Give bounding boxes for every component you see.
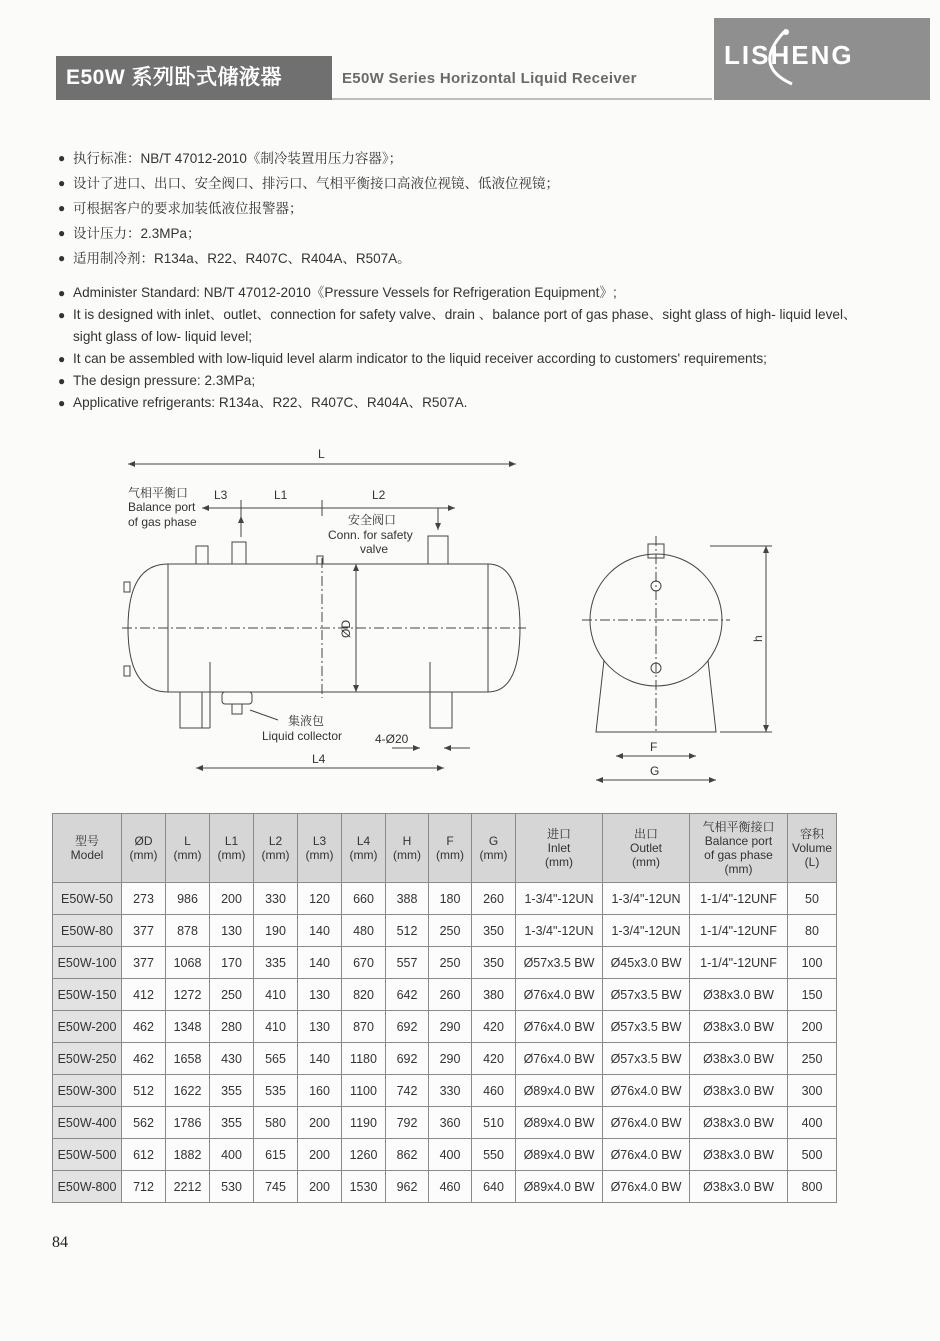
table-header-cell: L2 (mm): [254, 814, 298, 883]
table-cell: 565: [254, 1043, 298, 1075]
table-cell: Ø89x4.0 BW: [516, 1171, 603, 1203]
table-header-cell: L3 (mm): [298, 814, 342, 883]
table-cell: 986: [166, 883, 210, 915]
table-cell: 1068: [166, 947, 210, 979]
list-item: ● The design pressure: 2.3MPa;: [58, 370, 858, 392]
table-cell: 1100: [342, 1075, 386, 1107]
safety-valve-label-en1: Conn. for safety: [328, 528, 413, 542]
logo-wordmark: LISHENG: [724, 40, 854, 70]
table-cell: 250: [429, 947, 472, 979]
table-cell: Ø76x4.0 BW: [603, 1139, 690, 1171]
table-cell: 745: [254, 1171, 298, 1203]
model-cell: E50W-250: [53, 1043, 122, 1075]
balance-port-label-en2: of gas phase: [128, 515, 197, 529]
table-cell: Ø89x4.0 BW: [516, 1139, 603, 1171]
safety-valve-label-cn: 安全阀口: [348, 513, 397, 527]
table-cell: 120: [298, 883, 342, 915]
bullet-icon: ●: [58, 396, 66, 410]
table-row: [53, 1107, 837, 1139]
table-cell: Ø76x4.0 BW: [516, 1043, 603, 1075]
table-cell: 80: [788, 915, 837, 947]
table-cell: 692: [386, 1011, 429, 1043]
table-cell: 200: [788, 1011, 837, 1043]
table-cell: Ø76x4.0 BW: [603, 1171, 690, 1203]
table-cell: Ø57x3.5 BW: [603, 1011, 690, 1043]
table-cell: 355: [210, 1075, 254, 1107]
table-cell: 500: [788, 1139, 837, 1171]
dim-g-label: G: [650, 764, 660, 778]
table-cell: 200: [298, 1107, 342, 1139]
table-header-row: [53, 814, 837, 883]
table-cell: 140: [298, 947, 342, 979]
table-cell: 1-3/4"-12UN: [516, 883, 603, 915]
holes-label: 4-Ø20: [375, 732, 409, 746]
bullet-icon: ●: [58, 286, 66, 300]
model-cell: E50W-150: [53, 979, 122, 1011]
balance-port-label-cn: 气相平衡口: [128, 486, 189, 500]
table-cell: 1530: [342, 1171, 386, 1203]
table-header-cell: 进口 Inlet (mm): [516, 814, 603, 883]
table-cell: 50: [788, 883, 837, 915]
table-cell: 535: [254, 1075, 298, 1107]
liquid-collector-label-en: Liquid collector: [262, 729, 343, 743]
table-cell: 800: [788, 1171, 837, 1203]
table-cell: 380: [472, 979, 516, 1011]
dim-l3-label: L3: [214, 488, 228, 502]
page-number: 84: [52, 1234, 68, 1251]
table-row: [53, 883, 837, 915]
table-cell: 660: [342, 883, 386, 915]
table-cell: 878: [166, 915, 210, 947]
table-cell: 150: [788, 979, 837, 1011]
table-cell: 562: [122, 1107, 166, 1139]
features-en-list: [58, 282, 858, 414]
table-row: [53, 1075, 837, 1107]
list-item: ● 可根据客户的要求加装低液位报警器；: [58, 196, 559, 221]
table-cell: 377: [122, 915, 166, 947]
model-cell: E50W-50: [53, 883, 122, 915]
table-cell: 350: [472, 947, 516, 979]
table-header-cell: 容积 Volume (L): [788, 814, 837, 883]
list-item: ● Applicative refrigerants: R134a、R22、R407C、R404A、R507A.: [58, 392, 858, 414]
table-cell: Ø76x4.0 BW: [516, 979, 603, 1011]
table-cell: 1-3/4"-12UN: [603, 915, 690, 947]
table-header-cell: H (mm): [386, 814, 429, 883]
table-row: [53, 1043, 837, 1075]
dim-h-label: h: [751, 635, 765, 642]
table-cell: 1-3/4"-12UN: [603, 883, 690, 915]
table-row: [53, 947, 837, 979]
table-cell: Ø89x4.0 BW: [516, 1075, 603, 1107]
table-cell: 820: [342, 979, 386, 1011]
bullet-icon: ●: [58, 151, 66, 165]
table-header-cell: L4 (mm): [342, 814, 386, 883]
table-cell: 1622: [166, 1075, 210, 1107]
table-cell: 250: [210, 979, 254, 1011]
model-cell: E50W-300: [53, 1075, 122, 1107]
brand-logo: [714, 18, 930, 100]
table-cell: 862: [386, 1139, 429, 1171]
table-cell: 335: [254, 947, 298, 979]
table-cell: 462: [122, 1011, 166, 1043]
model-cell: E50W-400: [53, 1107, 122, 1139]
table-cell: 712: [122, 1171, 166, 1203]
dim-f-label: F: [650, 740, 658, 754]
table-cell: 355: [210, 1107, 254, 1139]
table-cell: 400: [788, 1107, 837, 1139]
header-rule: [332, 98, 712, 100]
table-cell: Ø38x3.0 BW: [690, 1139, 788, 1171]
table-cell: 180: [429, 883, 472, 915]
table-cell: 330: [429, 1075, 472, 1107]
bullet-icon: ●: [58, 352, 66, 366]
table-cell: 1348: [166, 1011, 210, 1043]
table-cell: Ø38x3.0 BW: [690, 1011, 788, 1043]
table-cell: 400: [429, 1139, 472, 1171]
bullet-icon: ●: [58, 226, 66, 240]
table-cell: 130: [298, 979, 342, 1011]
table-cell: 612: [122, 1139, 166, 1171]
table-cell: 460: [472, 1075, 516, 1107]
table-cell: Ø38x3.0 BW: [690, 979, 788, 1011]
table-cell: Ø76x4.0 BW: [516, 1011, 603, 1043]
table-cell: 200: [298, 1139, 342, 1171]
bullet-icon: ●: [58, 201, 66, 215]
table-cell: 512: [122, 1075, 166, 1107]
table-cell: 410: [254, 979, 298, 1011]
table-cell: Ø45x3.0 BW: [603, 947, 690, 979]
table-header-cell: 型号 Model: [53, 814, 122, 883]
table-cell: 557: [386, 947, 429, 979]
table-cell: 200: [298, 1171, 342, 1203]
table-cell: 140: [298, 1043, 342, 1075]
table-header-cell: G (mm): [472, 814, 516, 883]
model-cell: E50W-80: [53, 915, 122, 947]
table-cell: 412: [122, 979, 166, 1011]
page-subtitle: E50W Series Horizontal Liquid Receiver: [342, 70, 637, 87]
table-cell: 2212: [166, 1171, 210, 1203]
table-cell: 410: [254, 1011, 298, 1043]
dim-l1-label: L1: [274, 488, 288, 502]
dim-l4-label: L4: [312, 752, 326, 766]
table-cell: 273: [122, 883, 166, 915]
page-title: E50W 系列卧式储液器: [56, 56, 332, 100]
table-cell: 510: [472, 1107, 516, 1139]
table-cell: 1180: [342, 1043, 386, 1075]
model-cell: E50W-800: [53, 1171, 122, 1203]
table-cell: 1882: [166, 1139, 210, 1171]
table-cell: 550: [472, 1139, 516, 1171]
table-cell: 420: [472, 1043, 516, 1075]
table-cell: 100: [788, 947, 837, 979]
safety-valve-label-en2: valve: [360, 542, 389, 556]
model-cell: E50W-100: [53, 947, 122, 979]
table-cell: 400: [210, 1139, 254, 1171]
table-cell: 1-3/4"-12UN: [516, 915, 603, 947]
table-cell: Ø89x4.0 BW: [516, 1107, 603, 1139]
table-cell: 580: [254, 1107, 298, 1139]
table-cell: 1786: [166, 1107, 210, 1139]
bullet-icon: ●: [58, 374, 66, 388]
table-cell: 350: [472, 915, 516, 947]
table-cell: 512: [386, 915, 429, 947]
table-cell: Ø38x3.0 BW: [690, 1043, 788, 1075]
table-header-cell: ØD (mm): [122, 814, 166, 883]
table-cell: 1260: [342, 1139, 386, 1171]
liquid-collector-label-cn: 集液包: [288, 714, 325, 728]
list-item: ● 适用制冷剂：R134a、R22、R407C、R404A、R507A。: [58, 246, 559, 271]
table-cell: 160: [298, 1075, 342, 1107]
table-cell: Ø76x4.0 BW: [603, 1107, 690, 1139]
table-cell: 742: [386, 1075, 429, 1107]
table-header-cell: 出口 Outlet (mm): [603, 814, 690, 883]
table-cell: 388: [386, 883, 429, 915]
table-cell: 615: [254, 1139, 298, 1171]
table-cell: 1-1/4"-12UNF: [690, 883, 788, 915]
table-cell: 692: [386, 1043, 429, 1075]
list-item: ● It is designed with inlet、outlet、connection for safety valve、drain 、balance port of gas phase、sight glass of high- liquid level、sight glass of low- liquid level;: [58, 304, 858, 348]
model-cell: E50W-500: [53, 1139, 122, 1171]
table-cell: 460: [429, 1171, 472, 1203]
bullet-icon: ●: [58, 308, 66, 322]
table-cell: Ø57x3.5 BW: [603, 979, 690, 1011]
table-cell: 260: [429, 979, 472, 1011]
table-row: [53, 1011, 837, 1043]
table-cell: 430: [210, 1043, 254, 1075]
table-cell: 530: [210, 1171, 254, 1203]
bullet-icon: ●: [58, 176, 66, 190]
table-cell: 330: [254, 883, 298, 915]
table-row: [53, 915, 837, 947]
table-cell: 140: [298, 915, 342, 947]
table-header-cell: F (mm): [429, 814, 472, 883]
bullet-icon: ●: [58, 251, 66, 265]
table-cell: 300: [788, 1075, 837, 1107]
table-row: [53, 1171, 837, 1203]
table-cell: 170: [210, 947, 254, 979]
table-cell: 1658: [166, 1043, 210, 1075]
table-cell: 420: [472, 1011, 516, 1043]
table-cell: 130: [298, 1011, 342, 1043]
balance-port-label-en1: Balance port: [128, 500, 196, 514]
table-header-cell: L (mm): [166, 814, 210, 883]
table-cell: 260: [472, 883, 516, 915]
table-cell: 480: [342, 915, 386, 947]
table-cell: 200: [210, 883, 254, 915]
page-header: [56, 18, 930, 100]
table-row: [53, 1139, 837, 1171]
table-cell: 1272: [166, 979, 210, 1011]
od-label: ØD: [339, 620, 353, 638]
table-cell: 870: [342, 1011, 386, 1043]
table-cell: Ø38x3.0 BW: [690, 1171, 788, 1203]
table-cell: Ø57x3.5 BW: [603, 1043, 690, 1075]
table-row: [53, 979, 837, 1011]
table-cell: 792: [386, 1107, 429, 1139]
model-cell: E50W-200: [53, 1011, 122, 1043]
table-cell: Ø38x3.0 BW: [690, 1107, 788, 1139]
dim-l-label: L: [318, 447, 325, 461]
table-cell: 1190: [342, 1107, 386, 1139]
table-cell: 250: [429, 915, 472, 947]
table-cell: 130: [210, 915, 254, 947]
receiver-drawing: [110, 440, 790, 790]
list-item: ● 设计了进口、出口、安全阀口、排污口、气相平衡接口高液位视镜、低液位视镜；: [58, 171, 559, 196]
table-body: [53, 883, 837, 1203]
list-item: ● It can be assembled with low-liquid level alarm indicator to the liquid receiver according to customers' requirements;: [58, 348, 858, 370]
list-item: ● Administer Standard: NB/T 47012-2010《Pressure Vessels for Refrigeration Equipment》;: [58, 282, 858, 304]
table-cell: 290: [429, 1011, 472, 1043]
table-cell: 1-1/4"-12UNF: [690, 915, 788, 947]
table-cell: 1-1/4"-12UNF: [690, 947, 788, 979]
table-cell: 280: [210, 1011, 254, 1043]
spec-table: [52, 813, 837, 1203]
table-cell: 642: [386, 979, 429, 1011]
dim-l2-label: L2: [372, 488, 386, 502]
table-cell: 462: [122, 1043, 166, 1075]
table-cell: 377: [122, 947, 166, 979]
table-header-cell: L1 (mm): [210, 814, 254, 883]
list-item: ● 设计压力：2.3MPa；: [58, 221, 559, 246]
table-cell: 190: [254, 915, 298, 947]
features-cn-list: [58, 146, 559, 271]
table-cell: Ø38x3.0 BW: [690, 1075, 788, 1107]
table-header-cell: 气相平衡接口 Balance port of gas phase (mm): [690, 814, 788, 883]
table-cell: 250: [788, 1043, 837, 1075]
table-cell: 640: [472, 1171, 516, 1203]
table-cell: Ø76x4.0 BW: [603, 1075, 690, 1107]
table-cell: 962: [386, 1171, 429, 1203]
table-cell: 670: [342, 947, 386, 979]
table-cell: Ø57x3.5 BW: [516, 947, 603, 979]
list-item: ● 执行标准：NB/T 47012-2010《制冷装置用压力容器》；: [58, 146, 559, 171]
table-cell: 290: [429, 1043, 472, 1075]
table-cell: 360: [429, 1107, 472, 1139]
